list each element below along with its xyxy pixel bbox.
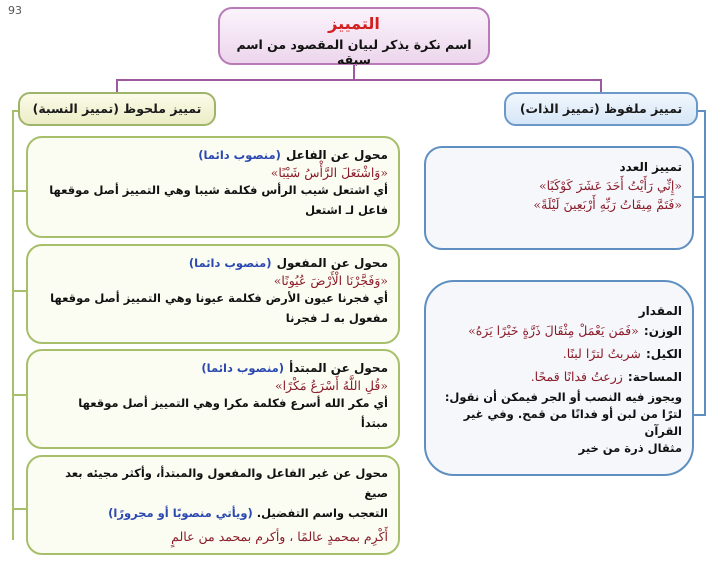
measure-note-3: مثقال ذرة من خير (578, 441, 682, 455)
left-spine-tick-3 (12, 394, 26, 396)
box-line-1: محول عن غير الفاعل والمفعول والمبتدأ، وأكثر مجيئه بعد صيغ (65, 466, 388, 500)
box-example-1: «إِنِّي رَأَيْتُ أَحَدَ عَشَرَ كَوْكَبًا» (538, 178, 682, 193)
box-heading: محول عن الفاعل (285, 148, 388, 162)
left-box-other (26, 455, 400, 555)
right-spine-tick-1 (694, 196, 706, 198)
box-explanation-2: مبتدأ (360, 416, 388, 430)
left-spine-tick-2 (12, 290, 26, 292)
volume-example: شربتُ لترًا لبنًا. (562, 346, 641, 361)
right-spine-tick-2 (694, 414, 706, 416)
area-label: المساحة: (627, 370, 682, 384)
area-example: زرعتُ فدانًا قمحًا. (530, 369, 623, 384)
connector-left-drop (116, 79, 118, 93)
connector-right-drop (600, 79, 602, 93)
box-status: (منصوب دائما) (198, 148, 281, 162)
connector-horizontal (116, 79, 602, 81)
root-node (218, 7, 490, 65)
right-spine (704, 110, 706, 415)
box-explanation-2: مفعول به لـ فجرنا (285, 311, 388, 325)
box-example: «وَاشْتَعَلَ الرَّأْسُ شَيْبًا» (270, 165, 388, 180)
branch-right-header: تمييز ملفوظ (تمييز الذات) (504, 92, 698, 126)
measure-note-2: لترًا من لبن أو فدانًا من قمح. وفي غير القرآن (463, 407, 682, 438)
box-explanation-1: أي مكر الله أسرع فكلمة مكرا وهي التمييز أصل موقعها (78, 396, 388, 410)
box-status: (منصوب دائما) (201, 361, 285, 375)
root-title: التمييز (328, 14, 380, 33)
volume-label: الكيل: (645, 347, 682, 361)
box-example: «قُلِ اللَّهُ أَسْرَعُ مَكْرًا» (274, 378, 388, 393)
box-heading: المقدار (638, 304, 682, 318)
left-box-subject (26, 136, 400, 238)
left-spine-tick-4 (12, 508, 26, 510)
box-explanation-1: أي فجرنا عيون الأرض فكلمة عيونا وهي التمييز أصل موقعها (50, 291, 388, 305)
left-box-object (26, 244, 400, 344)
right-spine-top (697, 110, 706, 112)
box-heading: تمييز العدد (619, 160, 682, 174)
right-box-number (424, 146, 694, 250)
box-status: (منصوب دائما) (188, 256, 272, 270)
left-box-mubtada (26, 349, 400, 449)
root-definition: اسم نكرة يذكر لبيان المقصود من اسم سبقه (236, 37, 472, 67)
box-heading: محول عن المبتدأ (289, 361, 388, 375)
branch-left-header: تمييز ملحوظ (تمييز النسبة) (18, 92, 216, 126)
left-spine (12, 110, 14, 540)
weight-label: الوزن: (643, 324, 682, 338)
box-heading: محول عن المفعول (276, 256, 388, 270)
box-explanation-1: أي اشتعل شيب الرأس فكلمة شيبا وهي التمييز أصل موقعها (49, 183, 388, 197)
connector-root-stem (353, 65, 355, 80)
measure-note-1: ويجوز فيه النصب أو الجر فيمكن أن نقول: (444, 390, 682, 404)
box-note: (ويأتي منصوبًا أو مجرورًا) (108, 506, 253, 520)
right-box-measure (424, 280, 694, 476)
box-example-2: «فَتَمَّ مِيقَاتُ رَبِّهِ أَرْبَعِينَ لَيْلَةً» (533, 197, 682, 212)
box-explanation-2: فاعل لـ اشتعل (305, 203, 388, 217)
page-number: 93 (8, 4, 22, 17)
left-spine-tick-1 (12, 190, 26, 192)
box-example: «وَفَجَّرْنَا الْأَرْضَ عُيُونًا» (273, 273, 388, 288)
weight-example: «فَمَن يَعْمَلْ مِثْقَالَ ذَرَّةٍ خَيْرًا يَرَهُ» (468, 323, 639, 338)
box-example: أَكْرِم بمحمدٍ عالمًا ، وأكرم بمحمد من عالمٍ (171, 529, 388, 544)
box-line-2: التعجب واسم التفضيل. (256, 506, 388, 520)
